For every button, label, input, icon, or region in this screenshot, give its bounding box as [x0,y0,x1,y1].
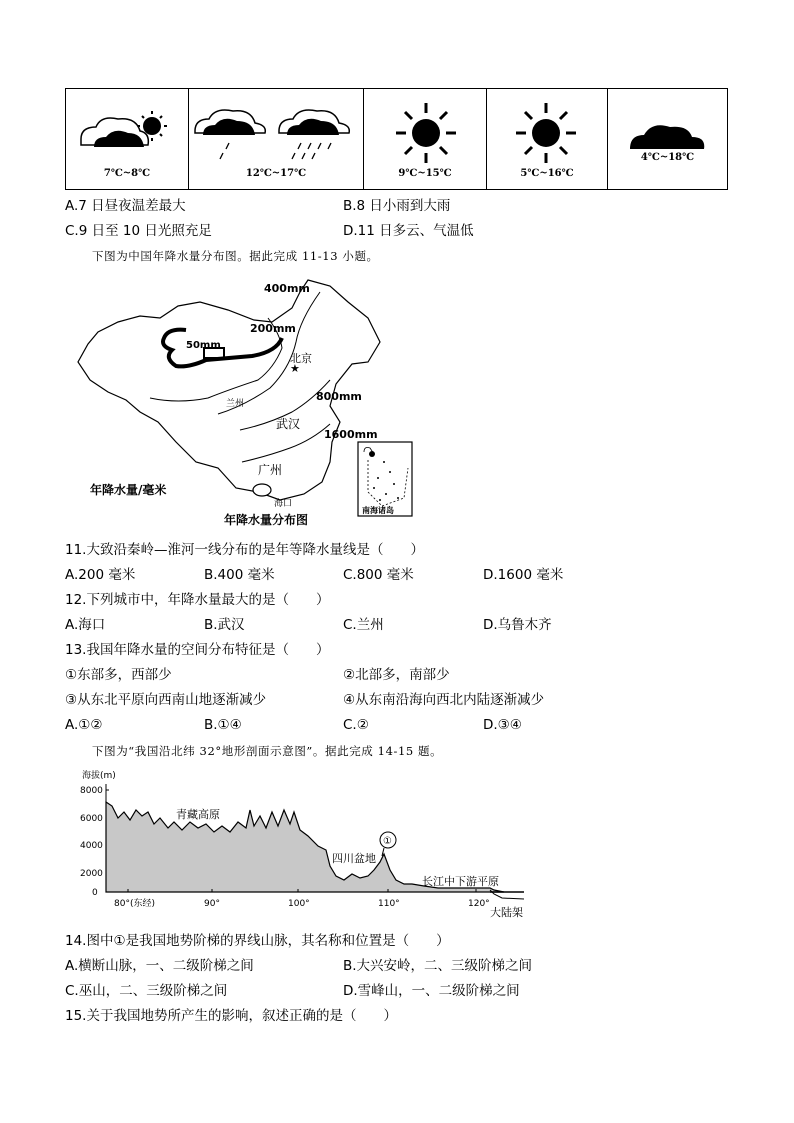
option-c: C.兰州 [343,617,384,633]
ytick-0: 0 [92,888,98,898]
isoline-200: 200mm [250,322,296,335]
statement-1: ①东部多，西部少 [65,667,172,683]
ytick-8000: 8000 [80,786,103,796]
terrain-profile [78,766,538,924]
xtick-80: 80°(东经) [114,899,155,909]
option-d: D.乌鲁木齐 [483,617,552,633]
question-12: 12.下列城市中，年降水量最大的是（ ） [65,592,330,608]
isoline-400: 400mm [264,282,310,295]
weather-cell-3 [364,89,487,189]
legend-label: 年降水量/毫米 [90,483,167,497]
question-14: 14.图中①是我国地势阶梯的界线山脉，其名称和位置是（ ） [65,933,450,949]
city-lanzhou: 兰州 [226,399,245,409]
option-d: D.③④ [483,717,522,733]
option-c: C.800 毫米 [343,567,414,583]
option-b: B.①④ [204,717,242,733]
option-b: B.400 毫米 [204,567,275,583]
xtick-100: 100° [288,899,310,909]
weather-cell-1 [66,89,189,189]
statement-3: ③从东北平原向西南山地逐渐减少 [65,692,267,708]
south-sea-inset [358,442,412,516]
map-intro: 下图为中国年降水量分布图。据此完成 11-13 小题。 [92,249,379,263]
option-d: D.雪峰山，一、二级阶梯之间 [343,983,520,999]
plain-label: 长江中下游平原 [422,875,499,888]
xtick-90: 90° [204,899,220,909]
weather-cell-2 [189,89,364,189]
inset-label: 南海诸岛 [362,506,394,515]
option-d: D.1600 毫米 [483,567,564,583]
option-c: C.9 日至 10 日光照充足 [65,223,212,239]
city-beijing: 北京 [290,352,312,365]
city-haikou: 海口 [274,499,293,509]
option-d: D.11 日多云、气温低 [343,223,474,239]
temperature-label: 4℃~18℃ [640,152,695,163]
isoline-800: 800mm [316,390,362,403]
profile-intro: 下图为“我国沿北纬 32°地形剖面示意图”。据此完成 14-15 题。 [92,744,443,758]
option-c: C.巫山，二、三级阶梯之间 [65,983,228,999]
city-guangzhou: 广州 [258,463,283,477]
temperature-label: 9℃~15℃ [398,168,452,179]
option-a: A.①② [65,717,103,733]
city-wuhan: 武汉 [276,417,301,431]
option-a: A.7 日昼夜温差最大 [65,198,186,214]
xtick-120: 120° [468,899,490,909]
option-c: C.② [343,717,369,733]
option-a: A.横断山脉，一、二级阶梯之间 [65,958,254,974]
map-caption: 年降水量分布图 [224,513,309,527]
option-b: B.武汉 [204,617,245,633]
shelf-label: 大陆架 [490,906,523,919]
beijing-star-icon: ★ [290,362,300,375]
isoline-1600: 1600mm [324,428,378,441]
question-13: 13.我国年降水量的空间分布特征是（ ） [65,642,330,658]
ytick-2000: 2000 [80,869,103,879]
option-a: A.200 毫米 [65,567,136,583]
ytick-4000: 4000 [80,841,103,851]
xtick-110: 110° [378,899,400,909]
basin-label: 四川盆地 [332,852,376,865]
option-a: A.海口 [65,617,106,633]
statement-4: ④从东南沿海向西北内陆逐渐减少 [343,692,545,708]
marker-1: ① [383,836,392,847]
temperature-label: 5℃~16℃ [520,168,574,179]
ytick-6000: 6000 [80,814,103,824]
precipitation-map [68,272,428,532]
question-11: 11.大致沿秦岭—淮河一线分布的是年等降水量线是（ ） [65,542,424,558]
weather-cell-5 [608,89,727,189]
weather-cell-4 [487,89,608,189]
statement-2: ②北部多，南部少 [343,667,450,683]
option-b: B.8 日小雨到大雨 [343,198,451,214]
isoline-50: 50mm [186,340,221,351]
temperature-label: 12℃~17℃ [245,168,307,179]
plateau-label: 青藏高原 [176,808,220,821]
question-15: 15.关于我国地势所产生的影响，叙述正确的是（ ） [65,1008,397,1024]
cloud-icon [608,89,727,189]
option-b: B.大兴安岭，二、三级阶梯之间 [343,958,533,974]
temperature-label: 7℃~8℃ [103,168,151,179]
weather-forecast-table [65,88,728,190]
profile-ylabel: 海拔(m) [82,771,116,781]
